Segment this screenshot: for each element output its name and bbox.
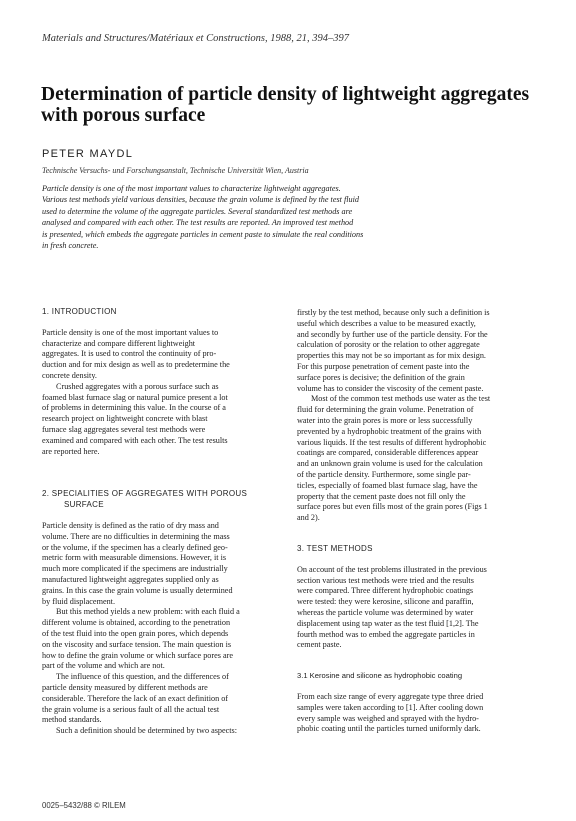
text-line: of the test fluid into the open grain pores, which depends [42,628,229,638]
text-line: were tested: they were kerosine, silicone and paraffin, [297,597,474,607]
text-line: different volume is obtained, according to the penetration [42,618,231,628]
text-line: The influence of this question, and the differences of [56,672,229,682]
right-column [297,308,539,735]
abstract-line: used to determine the volume of the aggregate particles. Several standardized test methods are [42,206,353,216]
section-heading-specialities: 2. SPECIALITIES OF AGGREGATES WITH POROUS [42,489,248,499]
section-heading-test-methods: 3. TEST METHODS [297,543,373,553]
text-line: considerable. Therefore the lack of an exact definition of [42,693,229,703]
text-line: particle density measured by different methods are [42,682,208,692]
text-line: cement paste. [297,640,342,650]
paragraph-right-1 [297,308,539,394]
text-line: surface pores is decisive; the definition of the grain [297,372,465,382]
text-line: concrete density. [42,370,97,380]
text-line: For this purpose penetration of cement paste into the [297,361,470,371]
text-line: properties this may not be so important as for mix design. [297,351,486,361]
copyright-footer: 0025–5432/88 © RILEM [42,801,126,810]
paragraph-intro-1 [42,328,279,382]
text-line: foamed blast furnace slag or natural pumice present a lot [42,392,228,402]
text-line: and secondly by further use of the particle density. For the [297,329,488,339]
text-line: Most of the common test methods use water as the test [311,394,491,404]
author-affiliation: Technische Versuchs- und Forschungsanstalt, Technische Universität Wien, Austria [42,166,309,175]
text-line: research project on lightweight concrete with blast [42,414,208,424]
text-line: calculation of porosity or the relation to other aggregate [297,340,480,350]
text-line: examined and compared with each other. The test results [42,435,228,445]
text-line: surface pores but even fills most of the grain pores (Figs 1 [297,502,488,512]
text-line: fourth method was to embed the aggregate particles in [297,629,475,639]
abstract-line: Particle density is one of the most important values to characterize lightweight aggregates. [42,184,341,193]
text-line: On account of the test problems illustrated in the previous [297,564,487,574]
left-column [42,307,279,737]
text-line: Particle density is defined as the ratio of dry mass and [42,520,219,530]
text-line: duction and for mix design as well as to predetermine the [42,360,230,370]
text-line: were compared. Three different hydrophobic coatings [297,586,474,596]
text-line: on the viscosity and surface tension. The main question is [42,639,232,649]
text-line: displacement using tap water as the test fluid [1,2]. The [297,618,479,628]
abstract-line: Various test methods yield various densities, because the grain volume is defined by the test fluid [42,195,359,205]
text-line: firstly by the test method, because only such a definition is [297,308,490,317]
text-line: Particle density is one of the most important values to [42,327,219,337]
text-line: and an unknown grain volume is used for the calculation [297,459,483,469]
text-line: furnace slag aggregates several test methods were [42,424,206,434]
text-line: whereas the particle volume was determined by water [297,607,474,617]
paragraph-spec-1 [42,521,279,607]
text-line: the grain volume is a serious fault of all the actual test [42,704,220,714]
text-line: From each size range of every aggregate type three dried [297,691,484,701]
text-line: Crushed aggregates with a porous surface such as [56,381,219,391]
text-line: grains. In this case the grain volume is usually determined [42,585,233,595]
abstract [42,183,442,251]
text-line: every sample was weighed and sprayed with the hydro- [297,713,479,723]
text-line: method standards. [42,715,102,725]
section-heading-specialities-cont: SURFACE [64,500,104,510]
abstract-line: in fresh concrete. [42,241,99,251]
text-line: Such a definition should be determined by two aspects: [56,726,237,736]
abstract-line: analysed and compared with each other. The test results are reported. An improved test method [42,218,354,228]
section-heading-introduction: 1. INTRODUCTION [42,307,117,316]
text-line: But this method yields a new problem: with each fluid a [56,607,240,617]
text-line: or the volume, if the specimen has a clearly defined geo- [42,542,228,552]
text-line: various liquids. If the test results of different hydrophobic [297,437,487,447]
text-line: are reported here. [42,446,100,456]
paragraph-sub-1 [297,692,539,735]
text-line: useful which describes a value to be measured exactly, [297,318,476,328]
text-line: manufactured lightweight aggregates supplied only as [42,574,219,584]
text-line: prevented by a hydrophobic treatment of the grains with [297,426,482,436]
text-line: and 2). [297,513,320,523]
text-line: how to define the grain volume or which surface pores are [42,650,233,660]
article-title: Determination of particle density of lightweight aggregates with porous surface [41,84,530,126]
text-line: aggregates. It is used to control the continuity of pro- [42,349,217,359]
paragraph-spec-3 [42,672,279,726]
paragraph-methods-1 [297,565,539,651]
author-name: PETER MAYDL [42,148,134,160]
text-line: volume. There are no difficulties in determining the mass [42,531,230,541]
text-line: much more complicated if the specimens are industrially [42,564,228,574]
text-line: volume has to consider the viscosity of the cement paste. [297,383,484,393]
text-line: ticles, especially of foamed blast furnace slag, have the [297,480,478,490]
text-line: metric form with measurable dimensions. However, it is [42,553,227,563]
text-line: characterize and compare different lightweight [42,338,196,348]
journal-reference: Materials and Structures/Matériaux et Constructions, 1988, 21, 394–397 [42,33,350,44]
subsection-heading-kerosine-silicone: 3.1 Kerosine and silicone as hydrophobic coating [297,671,463,681]
text-line: section various test methods were tried and the results [297,575,474,585]
paragraph-right-2 [297,394,539,524]
text-line: water into the grain pores is more or less successfully [297,415,473,425]
paragraph-spec-2 [42,607,279,672]
text-line: part of the volume and which are not. [42,661,165,671]
abstract-line: is presented, which embeds the aggregate particles in cement paste to simulate the real conditions [42,229,364,239]
paragraph-intro-2 [42,382,279,458]
text-line: of problems in determining this value. In the course of a [42,403,226,413]
text-line: coatings are compared, considerable differences appear [297,448,479,458]
text-line: of the particle density. Furthermore, some single par- [297,469,471,479]
paragraph-spec-4 [42,726,279,737]
text-line: fluid for determining the grain volume. Penetration of [297,405,474,415]
text-line: property that the cement paste does not fill only the [297,491,466,501]
text-line: samples were taken according to [1]. After cooling down [297,702,484,712]
text-line: phobic coating until the particles turned uniformly dark. [297,724,481,734]
text-line: by fluid displacement. [42,596,115,606]
